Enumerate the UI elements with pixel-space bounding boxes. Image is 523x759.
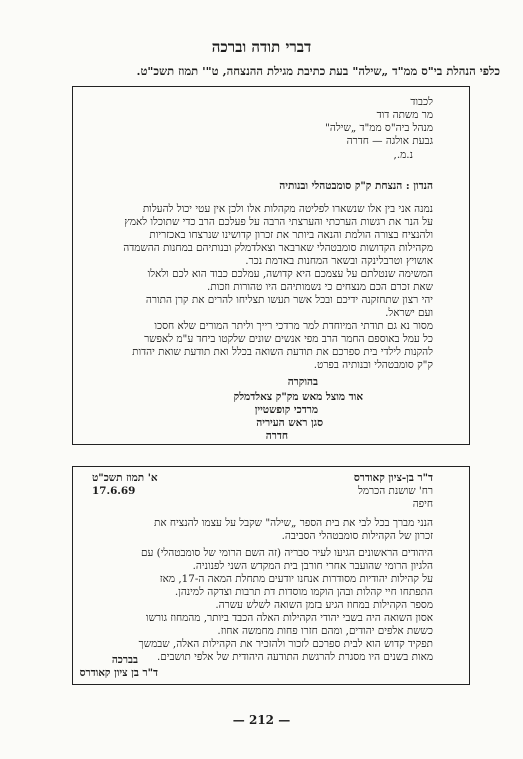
letter-1-text-line: אושויץ וטרבלינקה ובשאר המחנות באדמת נכר. bbox=[245, 255, 433, 267]
letter-2-sender-name: ד"ר בן-ציון קאודרס bbox=[353, 472, 433, 484]
letter-1-text-line: שאת זכרם הכם מנצחים כי נשמותיהם היו טהורות וזכות. bbox=[207, 281, 433, 293]
letter-1-text-line: המשימה שנטלתם על עצמכם היא קדושה, עמלכם כבוד הוא לכם ולאלו bbox=[147, 268, 433, 280]
letter-2-text-line: היהודים הראשונים הגיעו לעיר סבריה (זה השם הרומי של סומבטהלי) עם bbox=[140, 547, 433, 559]
letter-1-subject: הנדון : הנצחת ק"ק סומבטהלי ובנותיה bbox=[279, 180, 433, 192]
letter-2-text-line: התפתחו חיי קהלות ובהן הוקמו מוסדות דת תרבות וצדקה למינהן. bbox=[174, 586, 433, 598]
letter-2-text-line: על קהילות יהודיות מסודרות אנחנו יודעים מתחלת המאה ה-17, מאז bbox=[159, 573, 433, 585]
letter-2-text-line: זכרון של הקהילות סומבטהלי הסביבה. bbox=[281, 530, 433, 542]
letter-1-address-line: מר משתה דוד bbox=[376, 109, 433, 121]
letter-1-signature-name: מרדכי קופשטיין bbox=[254, 404, 318, 416]
letter-2-signature: ד"ר בן ציון קאודרס bbox=[79, 667, 158, 679]
letter-1-text-line: ולהנציח בצורה הולמת והנאה ביותר את זכרון קדושינו שנרצחו באכזריות bbox=[149, 229, 433, 241]
letter-2-closing: בברכה bbox=[111, 654, 138, 666]
letter-1-signature-city: חדרה bbox=[265, 430, 288, 442]
letter-1-text-line: נמנה אני בין אלו שנשארו לפליטה מקהלות אלו ולכן אין עטי יכול להעלות bbox=[142, 203, 433, 215]
letter-2-text-line: כששת אלפים יהודים, ומהם חזרו פחות מחמשה אחוז. bbox=[217, 625, 433, 637]
letter-2-date-numeric: 17.6.69 bbox=[92, 485, 136, 497]
letter-1-text-line: מקהילות הקדושות סומבטהלי שארבאר וצאלדמלק ובנותיהם במחנות ההשמדה bbox=[123, 242, 433, 254]
letter-1-signature-title: סגן ראש העיריה bbox=[256, 417, 323, 429]
letter-1-text-line: על הנר את רגשות הערכתי והערצתי הרבה על פעלכם הרב כדי שתוכלו לאמץ bbox=[124, 216, 433, 228]
letter-1-text-line: יהי רצון שתחזקנה ידיכם ובכל אשר תעשו תצליחו להרים את קרן התורה bbox=[145, 294, 433, 306]
letter-2-text-line: הנני מברך בכל לבי את בית הספר „שילה" שקבל על עצמו להנציח את bbox=[154, 517, 433, 529]
page-subtitle: כלפי הנהלת בי"ס ממ"ד „שילה" בעת כתיבת מגילת ההנצחה, ט"' תמוז תשכ"ט. bbox=[136, 64, 500, 78]
letter-1-text-line: כל עמל באוספם החמר הרב מפי אנשים שונים שלקטו ביחד ע"מ לאפשר bbox=[144, 333, 433, 345]
letter-1-address-line: מנהל ביה"ס ממ"ד „שילה" bbox=[325, 122, 433, 134]
letter-1-closing: בהוקרה bbox=[287, 376, 318, 388]
letter-2-text-line: תפקיד קדוש הוא לבית ספרכם לזכור ולהזכיר את הקהילות האלה, שבמשך bbox=[138, 638, 433, 650]
letter-2-sender-city: חיפה bbox=[412, 498, 433, 510]
letter-1-text-line: ק"ק סומבטהלי ובנותיה בפרט. bbox=[313, 359, 433, 371]
letter-2-text-line: אסון השואה היה בשבי יהודי הקהילות האלה הכבד ביותר, מהמחוז גורשו bbox=[145, 612, 433, 624]
letter-2-text-line: מאות בשנים היו מסגרת להרגשת התודעה היהודית של אלפי תושבים. bbox=[156, 651, 433, 663]
letter-2-text-line: מספר הקהילות במחוז הגיע בזמן השואה לשלש עשרה. bbox=[215, 599, 433, 611]
letter-1-address-line: נ.מ., bbox=[393, 149, 413, 161]
letter-1-address-line: גבעת אולגה — חדרה bbox=[346, 135, 433, 147]
letter-1-signature-line: אוד מוצל מאש מק"ק צאלדמלק bbox=[233, 391, 363, 403]
letter-1-text-line: להקנות לילדי בית ספרכם את תודעת השואה בכלל ואת תודעת שואת יהדות bbox=[132, 346, 433, 358]
page-number: — 212 — bbox=[232, 713, 291, 727]
letter-1-text-line: מסור נא גם תודתי המיוחדת למר מרדכי רייך וליתר המורים שלא חסכו bbox=[154, 320, 433, 332]
letter-2-text-line: הלגיון הרומי שהועבר אחרי חורבן בית המקדש השני לפנוניה. bbox=[192, 560, 433, 572]
letter-1-address-line: לכבוד bbox=[410, 96, 433, 108]
letter-2-sender-address: רח' שושנת הכרמל bbox=[358, 485, 433, 497]
letter-2-date-hebrew: א' תמוז תשכ"ט bbox=[92, 472, 158, 484]
letter-1-text-line: ועם ישראל. bbox=[385, 307, 433, 319]
page-title: דברי תודה וברכה bbox=[211, 38, 312, 56]
